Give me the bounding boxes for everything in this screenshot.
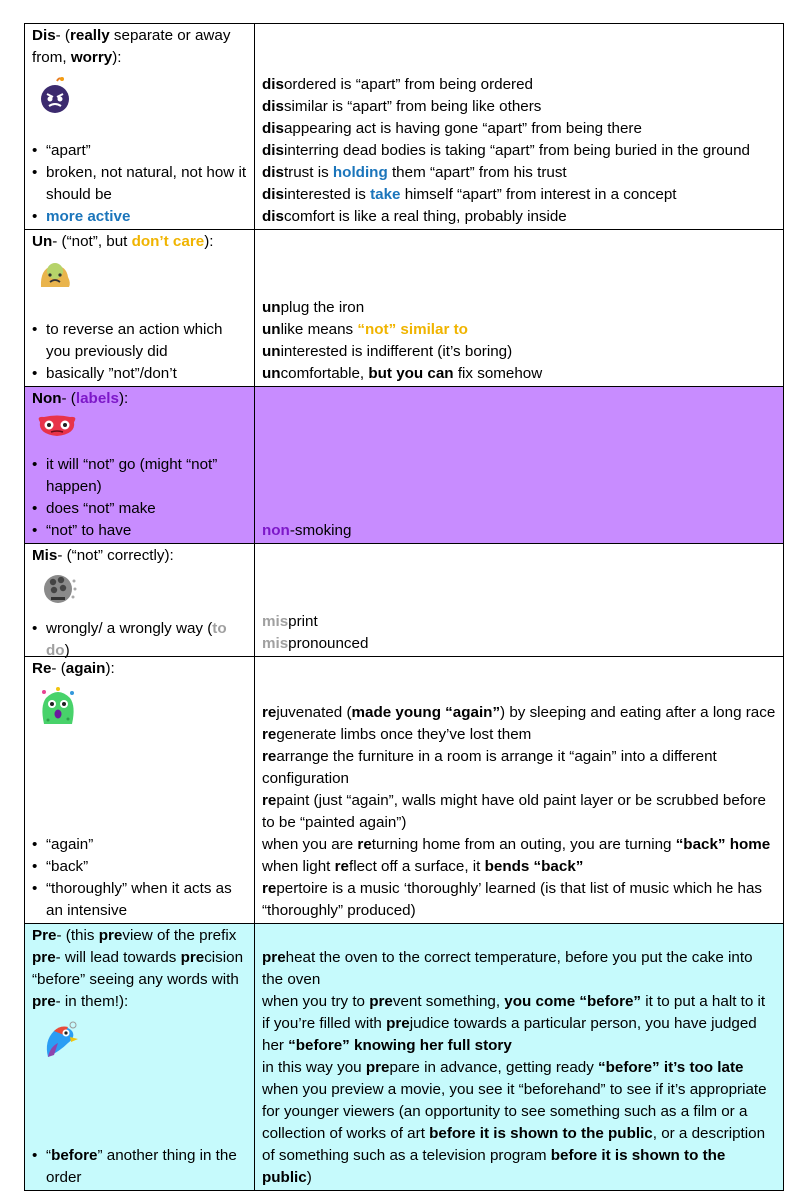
- examples-cell-dis: [255, 24, 784, 230]
- example-line: non-smoking: [262, 522, 352, 539]
- examples-cell-mis: [255, 544, 784, 657]
- list-item: • “again”: [46, 834, 248, 856]
- table-row-re: [25, 657, 784, 924]
- list-item: • it will “not” go (might “not” happen): [46, 454, 248, 498]
- example-line: disordered is “apart” from being ordered: [262, 76, 533, 93]
- prefix-cell-mis: [25, 544, 255, 657]
- example-line: rearrange the furniture in a room is arrange it “again” into a different configuration: [262, 748, 717, 787]
- parrot-icon: [40, 1021, 248, 1068]
- examples-cell-pre: [255, 924, 784, 1191]
- example-line: mispronounced: [262, 635, 369, 652]
- prefix-heading: Dis- (really separate or away from, worry):: [32, 27, 231, 66]
- example-line: when you preview a movie, you see it “beforehand” to see if it’s appropriate for younger viewers (an opportunity to see something such as a film or a collection of works of art before it is shown to the public, or a description of something such as a television program before it is shown to the public): [262, 1081, 767, 1186]
- example-line: unplug the iron: [262, 299, 365, 316]
- prefix-table: [24, 23, 784, 1191]
- example-line: when you are returning home from an outing, you are turning “back” home: [262, 836, 771, 853]
- example-line: unlike means “not” similar to: [262, 321, 468, 338]
- example-line: preheat the oven to the correct temperature, before you put the cake into the oven: [262, 949, 753, 988]
- prefix-heading: Pre- (this preview of the prefix pre- will lead towards precision “before” seeing any words with pre- in them!):: [32, 927, 244, 1010]
- table-row-pre: [25, 924, 784, 1191]
- examples-cell-re: [255, 657, 784, 924]
- prefix-heading: Non- (labels):: [32, 390, 129, 407]
- prefix-cell-dis: [25, 24, 255, 230]
- green-monster-icon: [38, 686, 248, 735]
- table-row-un: [25, 230, 784, 387]
- list-item: • to reverse an action which you previously did: [46, 319, 248, 363]
- example-line: regenerate limbs once they’ve lost them: [262, 726, 532, 743]
- list-item: • does “not” make: [46, 498, 248, 520]
- example-line: disinterring dead bodies is taking “apart” from being buried in the ground: [262, 142, 750, 159]
- prefix-heading: Re- (again):: [32, 660, 115, 677]
- example-line: when light reflect off a surface, it bends “back”: [262, 858, 584, 875]
- example-line: uncomfortable, but you can fix somehow: [262, 365, 543, 382]
- examples-cell-un: [255, 230, 784, 387]
- table-row-non: [25, 387, 784, 544]
- prefix-cell-un: [25, 230, 255, 387]
- meaning-list: [32, 319, 248, 385]
- melting-frown-icon: [38, 261, 248, 298]
- list-item: • “thoroughly” when it acts as an intensive: [46, 878, 248, 922]
- grey-robot-icon: [42, 571, 248, 616]
- example-line: disinterested is take himself “apart” from interest in a concept: [262, 186, 677, 203]
- example-line: repertoire is a music ‘thoroughly’ learned (is that list of music which he has “thoroughly” produced): [262, 880, 763, 919]
- example-line: dissimilar is “apart” from being like others: [262, 98, 542, 115]
- prefix-heading: Un- (“not”, but don’t care):: [32, 233, 214, 250]
- red-blob-icon: [36, 414, 248, 447]
- example-line: uninterested is indifferent (it’s boring): [262, 343, 513, 360]
- table-row-mis: [25, 544, 784, 657]
- list-item: • “not” to have: [46, 520, 248, 542]
- list-item: • “apart”: [46, 140, 248, 162]
- list-item: • basically ”not”/don’t: [46, 363, 248, 385]
- meaning-list: [32, 140, 248, 228]
- table-row-dis: [25, 24, 784, 230]
- example-line: distrust is holding them “apart” from his trust: [262, 164, 567, 181]
- prefix-cell-re: [25, 657, 255, 924]
- list-item: • “before” another thing in the order: [46, 1145, 248, 1189]
- meaning-list: [32, 1145, 248, 1189]
- prefix-cell-pre: [25, 924, 255, 1191]
- list-item: • more active: [46, 206, 248, 228]
- meaning-list: [32, 454, 248, 542]
- list-item: • “back”: [46, 856, 248, 878]
- example-line: discomfort is like a real thing, probably inside: [262, 208, 567, 225]
- meaning-list: [32, 834, 248, 922]
- list-item: • broken, not natural, not how it should be: [46, 162, 248, 206]
- example-line: if you’re filled with prejudice towards a particular person, you have judged her “before” knowing her full story: [262, 1015, 757, 1054]
- list-item: • wrongly/ a wrongly way (to do): [46, 618, 248, 662]
- example-line: disappearing act is having gone “apart” from being there: [262, 120, 642, 137]
- example-line: rejuvenated (made young “again”) by sleeping and eating after a long race: [262, 704, 776, 721]
- example-line: repaint (just “again”, walls might have old paint layer or be scrubbed before to be “painted again”): [262, 792, 767, 831]
- examples-cell-non: [255, 387, 784, 544]
- example-line: in this way you prepare in advance, getting ready “before” it’s too late: [262, 1059, 744, 1076]
- meaning-list: [32, 618, 248, 662]
- prefix-cell-non: [25, 387, 255, 544]
- angry-bomb-icon: [38, 77, 248, 122]
- example-line: misprint: [262, 613, 318, 630]
- example-line: when you try to prevent something, you come “before” it to put a halt to it: [262, 993, 766, 1010]
- prefix-heading: Mis- (“not” correctly):: [32, 547, 174, 564]
